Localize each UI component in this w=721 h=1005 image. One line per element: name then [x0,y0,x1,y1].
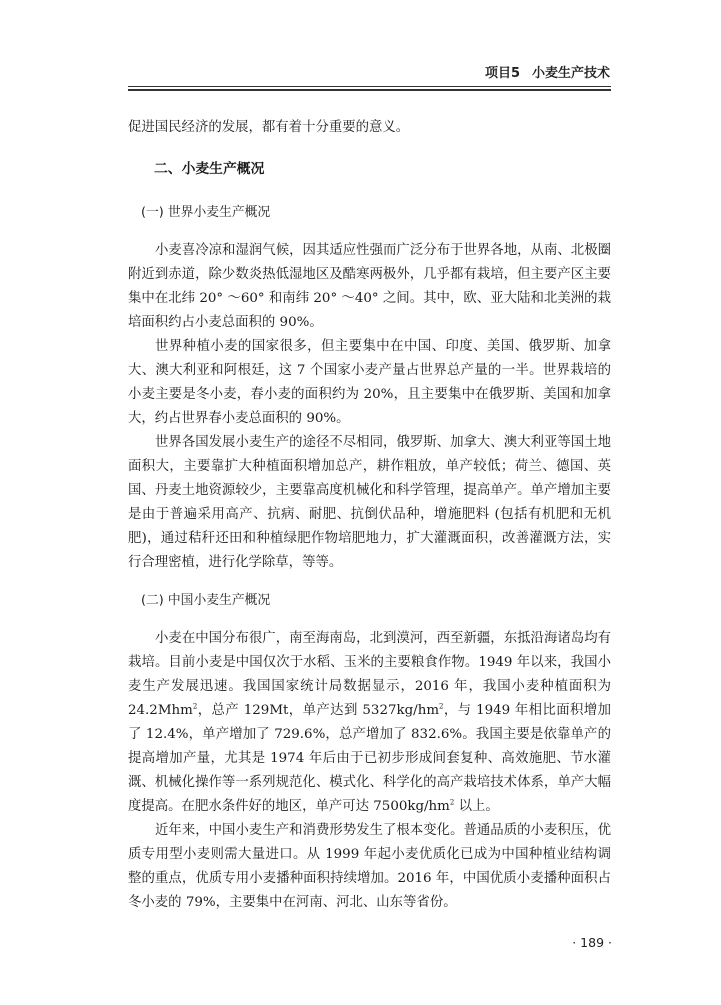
china-p1-part-c: ，与 1949 年相比面积增加了 12.4%，单产增加了 729.6%，总产增加了 832.6%。我国主要是依靠单产的提高增加产量，尤其是 1974 年后由于已初步形成间套复种、高效施肥、节水灌溉、机械化操作等一系列规范化、模式化、科学化的高产栽培技术体系，单产大幅度提高。在肥水条件好的地区，单产可达 7500kg/hm [128,703,611,814]
header-project: 项目5 [484,66,520,81]
world-paragraph-2: 世界种植小麦的国家很多，但主要集中在中国、印度、美国、俄罗斯、加拿大、澳大利亚和阿根廷，这 7 个国家小麦产量占世界总产量的一半。世界栽培的小麦主要是冬小麦，春小麦的面积约为 20%，且主要集中在俄罗斯、美国和加拿大，约占世界春小麦总面积的 90%。 [128,339,611,426]
world-paragraph-3: 世界各国发展小麦生产的途径不尽相同，俄罗斯、加拿大、澳大利亚等国土地面积大，主要靠扩大种植面积增加总产，耕作粗放，单产较低；荷兰、德国、英国、丹麦土地资源较少，主要靠高度机械化和科学管理，提高单产。单产增加主要是由于普遍采用高产、抗病、耐肥、抗倒伏品种，增施肥料 (包括有机肥和无机肥)，通过秸秆还田和种植绿肥作物培肥地力，扩大灌溉面积，改善灌溉方法，实行合理密植，进行化学除草，等等。 [128,435,611,570]
intro-line: 促进国民经济的发展，都有着十分重要的意义。 [128,120,410,135]
china-paragraph-1 [128,627,611,819]
section-title: 二、小麦生产概况 [154,161,265,177]
world-paragraph-1: 小麦喜冷凉和湿润气候，因其适应性强而广泛分布于世界各地，从南、北极圈附近到赤道，除少数炎热低湿地区及酷寒两极外，几乎都有栽培，但主要产区主要集中在北纬 20° ～60° 和南纬 20° ～40° 之间。其中，欧、亚大陆和北美洲的栽培面积约占小麦总面积的 90%。 [128,243,611,330]
china-paragraph-2: 近年来，中国小麦生产和消费形势发生了根本变化。普通品质的小麦积压，优质专用型小麦则需大量进口。从 1999 年起小麦优质化已成为中国种植业结构调整的重点，优质专用小麦播种面积持续增加。2016 年，中国优质小麦播种面积占冬小麦的 79%，主要集中在河南、河北、山东等省份。 [128,823,611,910]
superscript-2: 2 [439,702,444,711]
subsection-world-title: (一) 世界小麦生产概况 [141,205,271,220]
china-p1-part-d: 以上。 [454,799,499,814]
china-p1-part-b: ，总产 129Mt，单产达到 5327kg/hm [197,703,440,718]
subsection-china-title: (二) 中国小麦生产概况 [141,593,271,608]
header-title: 小麦生产技术 [531,66,610,81]
header-rule-thin [128,86,611,87]
page-number: · 189 · [572,935,612,950]
superscript-2: 2 [192,702,198,711]
superscript-2: 2 [449,798,455,807]
running-header [0,62,610,81]
page-body [128,116,611,915]
header-rule-thick [128,89,611,91]
china-p1-part-a: 小麦在中国分布很广，南至海南岛，北到漠河，西至新疆，东抵沿海诸岛均有栽培。目前小麦是中国仅次于水稻、玉米的主要粮食作物。1949 年以来，我国小麦生产发展迅速。我国国家统计局数据显示，2016 年，我国小麦种植面积为 24.2Mhm [128,631,611,718]
